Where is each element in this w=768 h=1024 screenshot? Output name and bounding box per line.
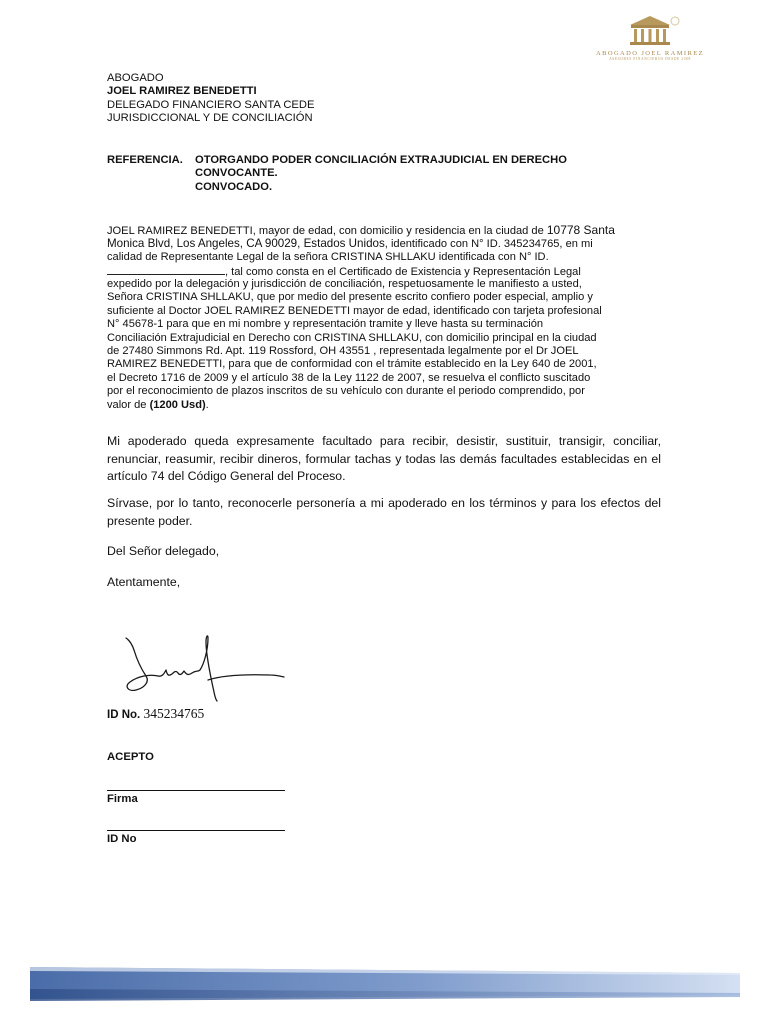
handwritten-signature: [120, 630, 290, 705]
addressee-block: [107, 72, 314, 126]
addressee-name: JOEL RAMIREZ BENEDETTI: [107, 85, 257, 98]
reference-text: [195, 154, 567, 194]
body-text: N° 45678-1 para que en mi nombre y representación tramite y lleve hasta su terminación: [107, 318, 544, 331]
body-text: , tal como consta en el Certificado de Existencia y Representación Legal: [225, 266, 581, 279]
id-number-row: [107, 706, 204, 722]
closing: Atentamente,: [107, 575, 181, 589]
body-text: de 27480 Simmons Rd. Apt. 119 Rossford, OH 43551 , representada legalmente por el Dr JOEL: [107, 344, 579, 357]
footer-band: [30, 963, 740, 1003]
body-text: calidad de Representante Legal de la señora CRISTINA SHLLAKU identificada con N° ID.: [107, 250, 549, 263]
addressee-role: DELEGADO FINANCIERO SANTA CEDE: [107, 98, 315, 111]
body-text: RAMIREZ BENEDETTI, para que de conformidad con el trámite establecido en la Ley 640 de 2001,: [107, 358, 597, 371]
powers-paragraph: Mi apoderado queda expresamente facultado para recibir, desistir, sustituir, transigir, conciliar, renunciar, reasumir, recibir dineros, formular tachas y todas las demás facultades establecidas en el artículo 74 del Código General del Proceso.: [107, 434, 661, 483]
addressee-office: JURISDICCIONAL Y DE CONCILIACIÓN: [107, 112, 313, 125]
body-text: por el reconocimiento de plazos inscritos de su vehículo con durante el periodo comprendido, por: [107, 385, 585, 398]
body-text: , identificado con N° ID. 345234765, en mi: [384, 238, 593, 251]
body-text: suficiente al Doctor JOEL RAMIREZ BENEDETTI mayor de edad, identificado con tarjeta profesional: [107, 304, 602, 317]
firm-logo: [580, 14, 720, 74]
reference-line: CONVOCADO.: [195, 180, 273, 193]
body-text: valor de: [107, 398, 150, 411]
body-text: Conciliación Extrajudicial en Derecho con CRISTINA SHLLAKU, con domicilio principal en la ciudad: [107, 331, 597, 344]
body-text: expedido por la delegación y jurisdicción de conciliación, respetuosamente le manifiesto a usted,: [107, 277, 582, 290]
salutation: Del Señor delegado,: [107, 544, 220, 558]
logo-tagline: ASESORES FINANCIEROS DESDE 2008: [609, 57, 691, 61]
accept-label: ACEPTO: [107, 751, 154, 763]
id-line-label: ID No: [107, 833, 137, 845]
reference-line: CONVOCANTE.: [195, 167, 278, 180]
body-text: .: [205, 398, 209, 411]
body-text: Señora CRISTINA SHLLAKU, que por medio del presente escrito confiero poder especial, amplio y: [107, 291, 593, 304]
courthouse-icon: [620, 14, 680, 48]
body-text: el Decreto 1716 de 2009 y el artículo 38 de la Ley 1122 de 2007, se resuelva el conflicto suscitado: [107, 371, 591, 384]
logo-name: ABOGADO JOEL RAMIREZ: [596, 50, 704, 57]
blank-id-field: [107, 264, 225, 275]
body-text: 10778 Santa: [546, 223, 615, 237]
body-text: , mayor de edad, con domicilio y residencia en la ciudad de: [252, 225, 547, 237]
signature-label: Firma: [107, 793, 138, 805]
id-value: 345234765: [143, 706, 205, 721]
signature-line: [107, 790, 285, 791]
reference-line: OTORGANDO PODER CONCILIACIÓN EXTRAJUDICIAL EN DERECHO: [195, 154, 567, 166]
id-line: [107, 830, 285, 831]
body-text: JOEL RAMIREZ BENEDETTI: [107, 225, 253, 237]
body-paragraph: [107, 224, 662, 412]
id-label: ID No.: [107, 709, 141, 721]
recognition-paragraph: Sírvase, por lo tanto, reconocerle personería a mi apoderado en los términos y para los efectos del presente poder.: [107, 496, 661, 528]
reference-label: REFERENCIA.: [107, 154, 183, 166]
body-text: Monica Blvd, Los Angeles, CA 90029, Estados Unidos: [107, 237, 385, 251]
amount-value: (1200 Usd): [149, 398, 206, 411]
addressee-title: ABOGADO: [107, 72, 164, 84]
